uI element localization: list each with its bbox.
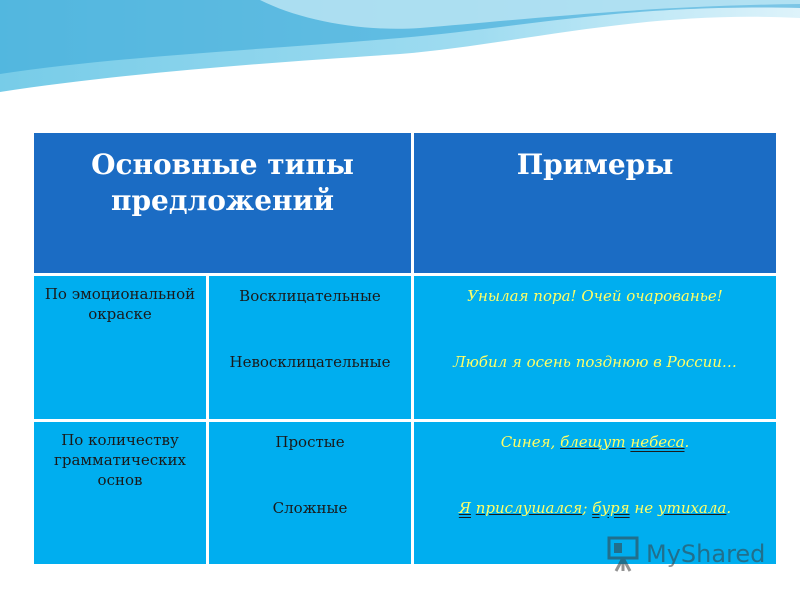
subject-underlined: небеса xyxy=(630,433,685,451)
example-text: не xyxy=(629,499,658,517)
example-simple xyxy=(414,422,776,452)
header-types-text: Основные типы предложений xyxy=(91,148,354,217)
predicate-underlined: утихала xyxy=(657,499,727,517)
type-simple: Простые xyxy=(275,433,345,451)
example-text: ; xyxy=(582,499,593,517)
example-text: Синея, xyxy=(500,433,561,451)
example-text: . xyxy=(684,433,690,451)
category-text: По количеству грамматических основ xyxy=(53,431,186,489)
example-complex xyxy=(414,498,776,518)
header-types-cell xyxy=(33,132,413,275)
header-examples-cell xyxy=(413,132,778,275)
types-cell xyxy=(208,275,413,421)
sentence-types-table xyxy=(31,130,779,567)
example-non-exclamatory: Любил я осень позднюю в России… xyxy=(453,353,737,371)
presentation-icon xyxy=(606,535,640,573)
predicate-underlined: прислушался xyxy=(475,499,583,517)
types-cell xyxy=(208,421,413,566)
category-cell xyxy=(33,275,208,421)
type-non-exclamatory: Невосклицательные xyxy=(229,353,391,371)
type-complex: Сложные xyxy=(272,499,348,517)
predicate-underlined: блещут xyxy=(560,433,626,451)
example-exclamatory: Унылая пора! Очей очарованье! xyxy=(467,287,723,305)
category-cell xyxy=(33,421,208,566)
example-text: . xyxy=(726,499,732,517)
category-text: По эмоциональной окраске xyxy=(44,285,196,323)
table-row xyxy=(33,275,778,421)
subject-underlined: Я xyxy=(458,499,471,517)
type-exclamatory: Восклицательные xyxy=(239,287,381,305)
header-examples-text: Примеры xyxy=(516,148,674,181)
decorative-wave-banner xyxy=(0,0,800,100)
watermark-text: MyShared xyxy=(646,540,766,568)
subject-underlined: буря xyxy=(592,499,630,517)
examples-cell xyxy=(413,275,778,421)
watermark xyxy=(606,534,766,574)
